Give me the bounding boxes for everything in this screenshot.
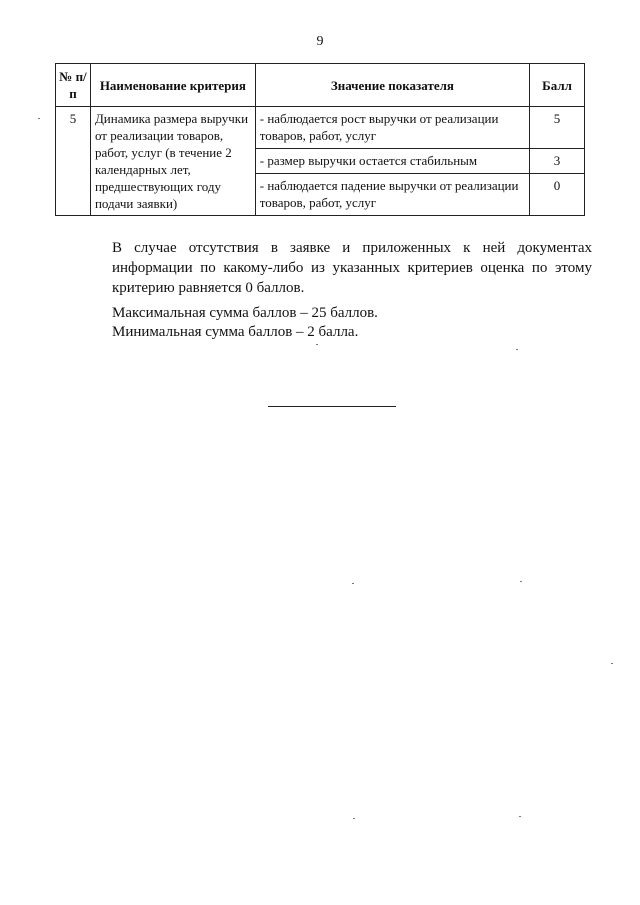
table-header-row [56, 64, 585, 107]
scan-speck [519, 816, 521, 817]
indicator-score: 5 [530, 107, 585, 149]
header-score: Балл [530, 64, 585, 107]
header-indicator-value: Значение показателя [255, 64, 529, 107]
criterion-number: 5 [56, 107, 91, 216]
table-row [56, 107, 585, 149]
criterion-name: Динамика размера выручки от реализации товаров, работ, услуг (в течение 2 календарных лет, предшествующих году подачи заявки) [90, 107, 255, 216]
paragraph-line: критерию равняется 0 баллов. [112, 280, 305, 296]
scan-speck [38, 118, 40, 119]
paragraph-line: информации по какому-либо из указанных критериев оценка по этому [112, 260, 592, 276]
indicator-value: - наблюдается рост выручки от реализации товаров, работ, услуг [255, 107, 529, 149]
scan-speck [353, 818, 355, 819]
missing-info-paragraph [70, 238, 592, 298]
indicator-value: - размер выручки остается стабильным [255, 149, 529, 174]
max-score-line: Максимальная сумма баллов – 25 баллов. [112, 305, 378, 321]
scan-speck [520, 581, 522, 582]
indicator-score: 3 [530, 149, 585, 174]
criteria-table [55, 63, 585, 216]
header-number: № п/п [56, 64, 91, 107]
paragraph-line: В случае отсутствия в заявке и приложенных к ней документах [112, 240, 592, 256]
scan-speck [352, 583, 354, 584]
min-score-line: Минимальная сумма баллов – 2 балла. [112, 324, 359, 340]
page-number: 9 [316, 34, 324, 49]
scan-speck [516, 349, 518, 350]
header-criterion-name: Наименование критерия [90, 64, 255, 107]
scan-speck [316, 344, 318, 345]
closing-divider [268, 406, 396, 407]
indicator-score: 0 [530, 173, 585, 215]
scan-speck [611, 663, 613, 664]
indicator-value: - наблюдается падение выручки от реализации товаров, работ, услуг [255, 173, 529, 215]
